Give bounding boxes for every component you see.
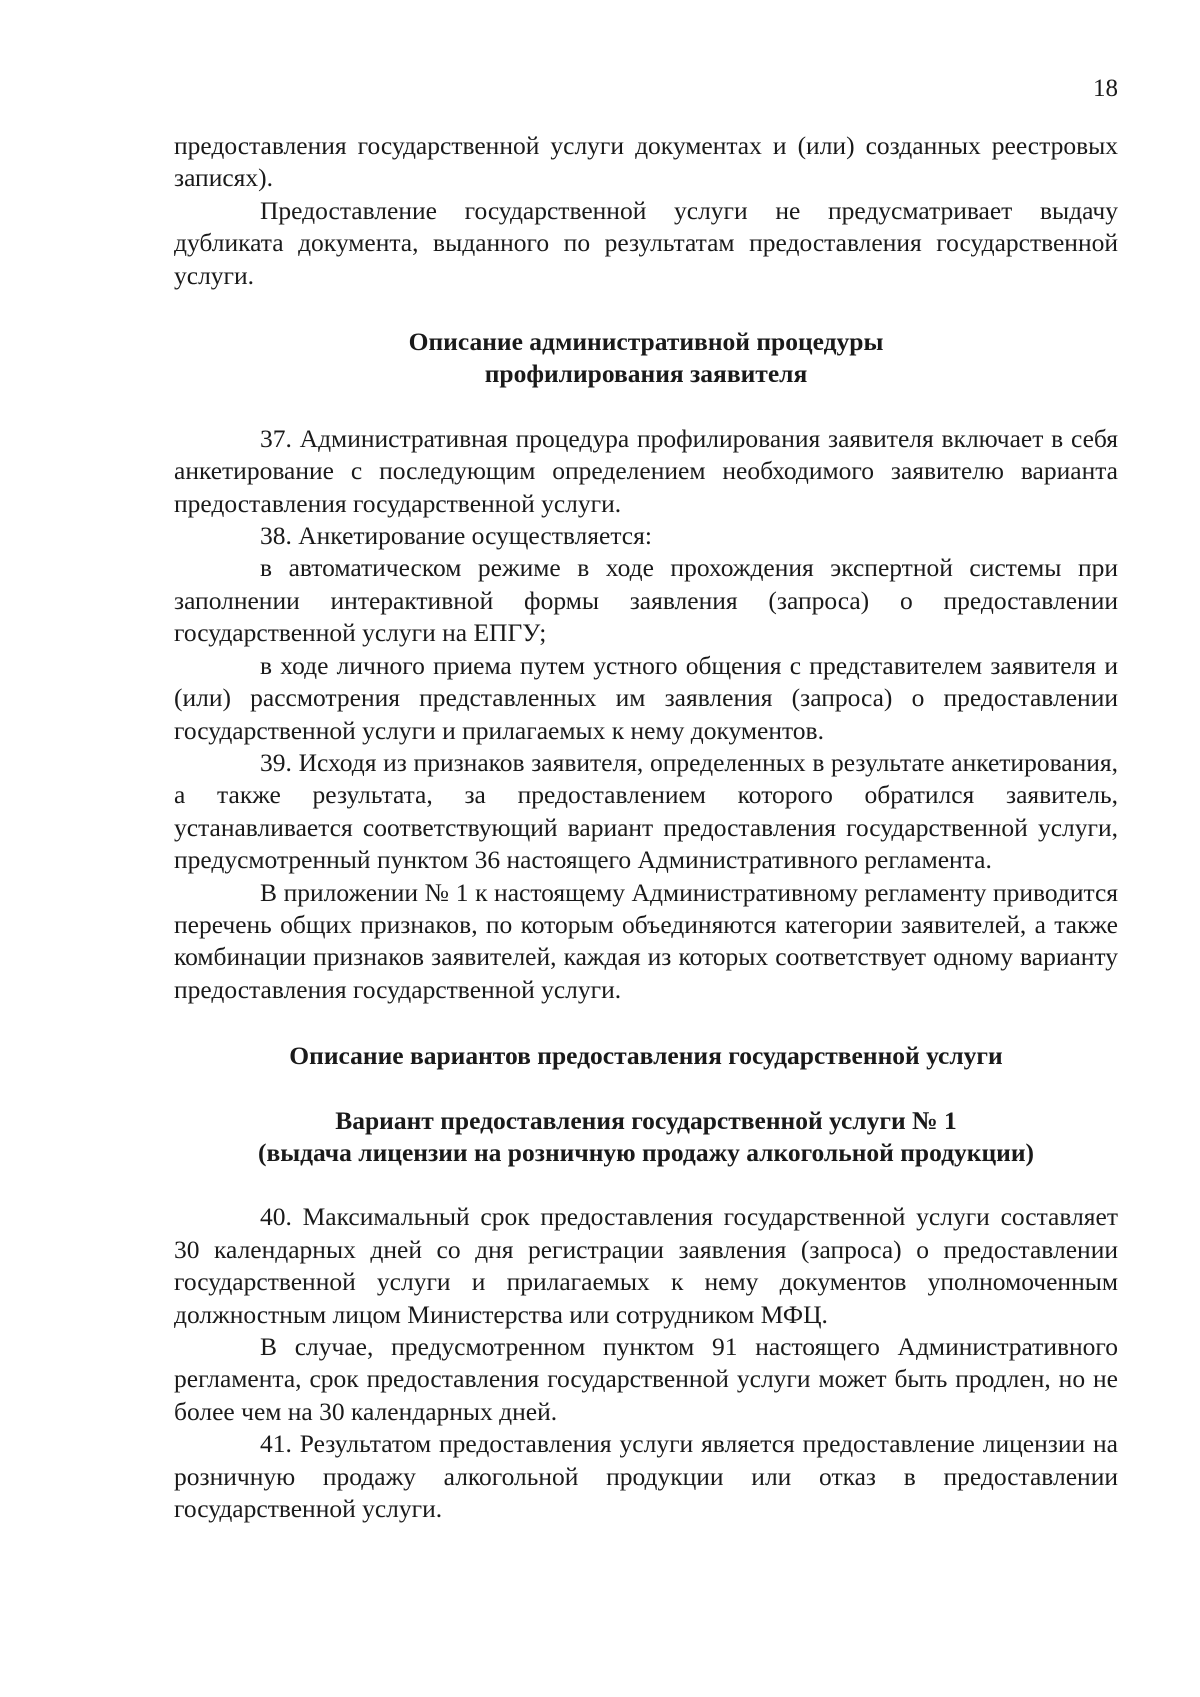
paragraph-39-appendix: В приложении № 1 к настоящему Административному регламенту приводится перечень общих признаков, по которым объединяются категории заявителей, а также комбинации признаков заявителей, каждая из которых соответствует одному варианту предоставления государственной услуги. (174, 877, 1118, 1004)
paragraph-duplicate-note: Предоставление государственной услуги не предусматривает выдачу дубликата документа, выданного по результатам предоставления государственной услуги. (174, 195, 1118, 290)
section-heading-profiling-line1: Описание административной процедуры (408, 327, 884, 357)
page-number: 18 (1093, 75, 1118, 102)
paragraph-continuation: предоставления государственной услуги документах и (или) созданных реестровых записях). (174, 131, 1118, 193)
paragraph-38: 38. Анкетирование осуществляется: (260, 521, 652, 551)
paragraph-40-extension: В случае, предусмотренном пунктом 91 настоящего Административного регламента, срок предоставления государственной услуги может быть продлен, но не более чем на 30 календарных дней. (174, 1332, 1118, 1426)
document-body (174, 130, 1118, 1525)
paragraph-41: 41. Результатом предоставления услуги является предоставление лицензии на розничную продажу алкогольной продукции или отказ в предоставлении государственной услуги. (174, 1429, 1118, 1524)
paragraph-39: 39. Исходя из признаков заявителя, определенных в результате анкетирования, а также результата, за предоставлением которого обратился заявитель, устанавливается соответствующий вариант предоставления государственной услуги, предусмотренный пунктом 36 настоящего Административного регламента. (174, 747, 1118, 875)
paragraph-38-personal: в ходе личного приема путем устного общения с представителем заявителя и (или) рассмотрения представленных им заявления (запроса) о предоставлении государственной услуги и прилагаемых к нему документов. (174, 650, 1118, 745)
section-heading-variant-1-line2: (выдача лицензии на розничную продажу алкогольной продукции) (257, 1137, 1035, 1167)
paragraph-40: 40. Максимальный срок предоставления государственной услуги составляет 30 календарных дней со дня регистрации заявления (запроса) о предоставлении государственной услуги и прилагаемых к нему документов уполномоченным должностным лицом Министерства или сотрудником МФЦ. (174, 1202, 1118, 1329)
section-heading-profiling-line2: профилирования заявителя (484, 359, 808, 389)
section-heading-variants: Описание вариантов предоставления государственной услуги (289, 1041, 1003, 1071)
section-heading-variant-1-line1: Вариант предоставления государственной услуги № 1 (335, 1105, 957, 1135)
paragraph-37: 37. Административная процедура профилирования заявителя включает в себя анкетирование с последующим определением необходимого заявителю варианта предоставления государственной услуги. (174, 423, 1118, 518)
paragraph-38-automatic: в автоматическом режиме в ходе прохождения экспертной системы при заполнении интерактивной формы заявления (запроса) о предоставлении государственной услуги на ЕПГУ; (174, 553, 1118, 648)
